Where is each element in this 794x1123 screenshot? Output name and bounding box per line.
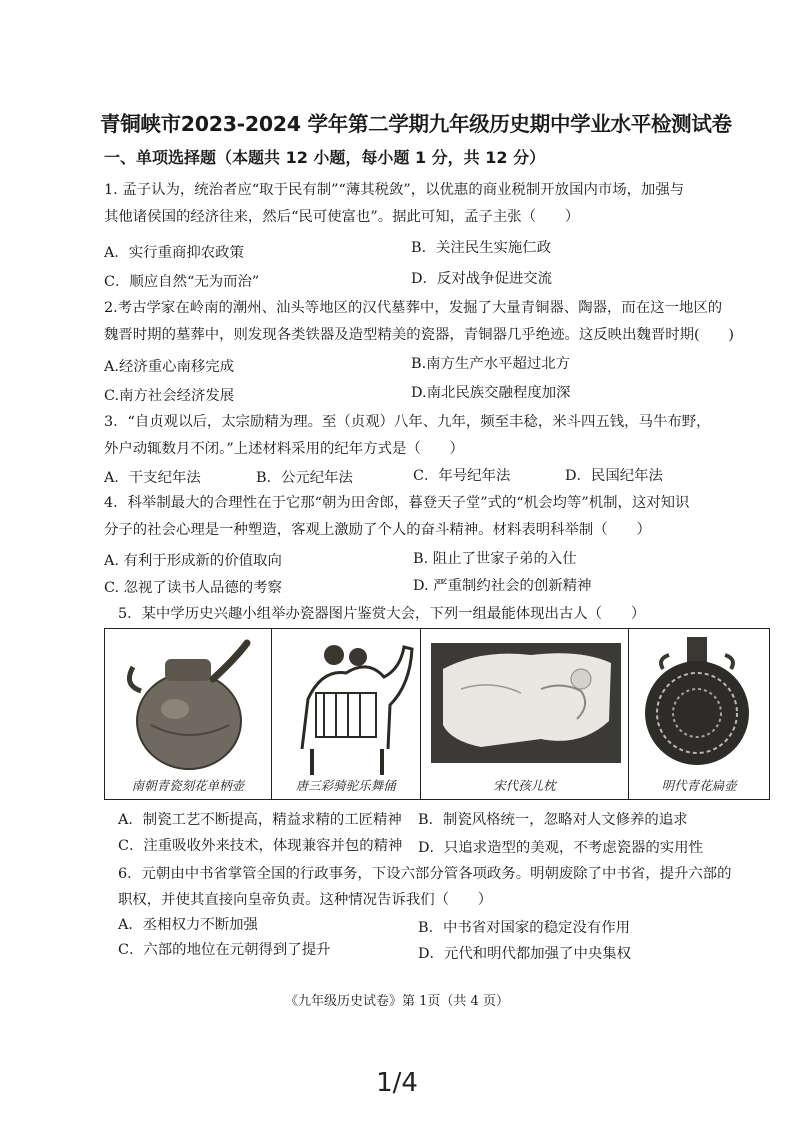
q6-option-c: C．六部的地位在元朝得到了提升 [118, 942, 331, 958]
q5-option-b: B．制瓷风格统一，忽略对人文修养的追求 [418, 812, 688, 828]
q2-option-d: D.南北民族交融程度加深 [411, 385, 571, 401]
q3-option-c: C．年号纪年法 [413, 468, 511, 484]
q1-option-b: B．关注民生实施仁政 [411, 240, 552, 256]
section-heading: 一、单项选择题（本题共 12 小题，每小题 1 分，共 12 分） [104, 148, 546, 167]
blue-white-flask-image [629, 629, 769, 799]
porcelain-caption-4: 明代青花扁壶 [661, 778, 737, 793]
q4-option-c: C. 忽视了读书人品德的考察 [104, 580, 282, 596]
q5-option-d: D．只追求造型的美观，不考虑瓷器的实用性 [418, 840, 703, 856]
q2-stem-line1: 2.考古学家在岭南的潮州、汕头等地区的汉代墓葬中，发掘了大量青铜器、陶器，而在这一地区的 [104, 300, 723, 316]
q1-option-d: D．反对战争促进交流 [411, 271, 553, 287]
celadon-ewer-image [105, 629, 271, 799]
q4-stem-line1: 4．科举制最大的合理性在于它那“朝为田舍郎，暮登天子堂”式的“机会均等”机制，这对知识 [104, 495, 690, 511]
q3-option-a: A．干支纪年法 [104, 470, 201, 486]
porcelain-caption-2: 唐三彩骑驼乐舞俑 [295, 778, 396, 793]
q2-option-b: B.南方生产水平超过北方 [411, 356, 571, 372]
page-indicator: 1/4 [376, 1068, 418, 1098]
porcelain-figure-1 [105, 629, 272, 799]
exam-title: 青铜峡市2023-2024 学年第二学期九年级历史期中学业水平检测试卷 [100, 112, 732, 136]
porcelain-caption-1: 南朝青瓷刻花单柄壶 [131, 778, 245, 793]
q6-stem-line2: 职权，并使其直接向皇帝负责。这种情况告诉我们（ ） [118, 892, 493, 908]
q6-option-a: A．丞相权力不断加强 [118, 917, 258, 933]
porcelain-caption-3: 宋代孩儿枕 [493, 778, 556, 793]
q3-stem-line2: 外户动辄数月不闭。”上述材料采用的纪年方式是（ ） [104, 441, 464, 457]
q4-option-b: B. 阻止了世家子弟的入仕 [413, 551, 577, 567]
porcelain-figure-4 [629, 629, 769, 799]
q3-option-d: D．民国纪年法 [565, 468, 663, 484]
q4-option-d: D. 严重制约社会的创新精神 [413, 578, 592, 594]
q1-stem-line2: 其他诸侯国的经济往来，然后“民可使富也”。据此可知，孟子主张（ ） [104, 209, 580, 225]
q1-option-c: C．顺应自然“无为而治” [104, 274, 260, 290]
q6-option-b: B．中书省对国家的稳定没有作用 [418, 920, 631, 936]
q6-option-d: D．元代和明代都加强了中央集权 [418, 946, 632, 962]
tri-color-camel-image [272, 629, 420, 799]
q2-option-c: C.南方社会经济发展 [104, 388, 235, 404]
q4-option-a: A. 有利于形成新的价值取向 [104, 553, 282, 569]
q5-option-a: A．制瓷工艺不断提高，精益求精的工匠精神 [118, 812, 402, 828]
q4-stem-line2: 分子的社会心理是一种塑造，客观上激励了个人的奋斗精神。材料表明科举制（ ） [104, 522, 651, 538]
q5-option-c: C．注重吸收外来技术，体现兼容并包的精神 [118, 838, 403, 854]
q2-stem-line2: 魏晋时期的墓葬中，则发现各类铁器及造型精美的瓷器，青铜器几乎绝迹。这反映出魏晋时期( ) [104, 327, 735, 343]
page-footer: 《九年级历史试卷》第 1页（共 4 页） [285, 994, 509, 1009]
q1-option-a: A．实行重商抑农政策 [104, 245, 244, 261]
q3-option-b: B．公元纪年法 [256, 470, 353, 486]
porcelain-figure-3 [421, 629, 630, 799]
porcelain-image-row [104, 628, 770, 800]
q5-stem: 5．某中学历史兴趣小组举办瓷器图片鉴赏大会，下列一组最能体现出古人（ ） [118, 606, 646, 622]
q1-stem-line1: 1. 孟子认为，统治者应“取于民有制”“薄其税敛”，以优惠的商业税制开放国内市场，加强与 [104, 182, 685, 198]
child-pillow-image [421, 629, 629, 799]
q6-stem-line1: 6．元朝由中书省掌管全国的行政事务，下设六部分管各项政务。明朝废除了中书省，提升六部的 [118, 866, 732, 882]
porcelain-figure-2 [272, 629, 421, 799]
q2-option-a: A.经济重心南移完成 [104, 359, 235, 375]
q3-stem-line1: 3．“自贞观以后，太宗励精为理。至（贞观）八年、九年，频至丰稔，米斗四五钱，马牛布野， [104, 414, 711, 430]
